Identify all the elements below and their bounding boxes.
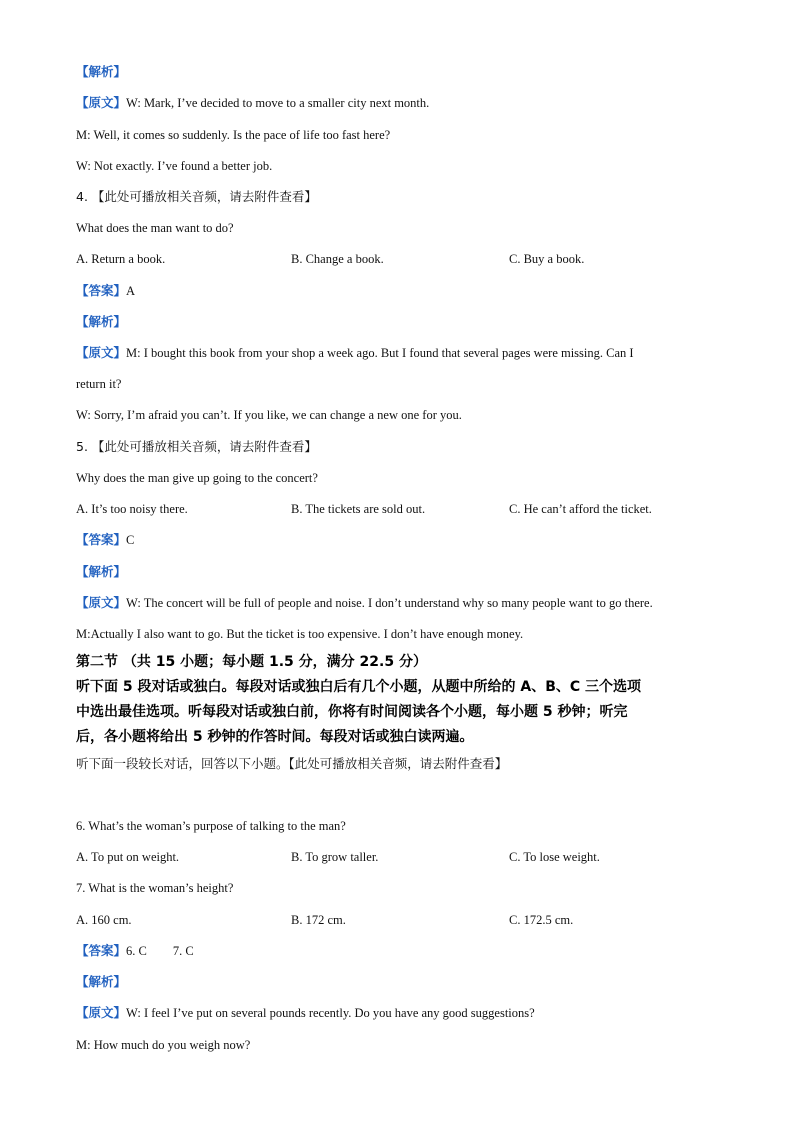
q3-analysis-label: 【解析】 (76, 64, 127, 79)
q5-option-a: A. It’s too noisy there. (76, 502, 188, 516)
q4-option-b: B. Change a book. (291, 252, 384, 266)
q5-question: Why does the man give up going to the concert? (76, 471, 318, 485)
section-2-title: 第二节 （共 15 小题；每小题 1.5 分，满分 22.5 分） (76, 654, 427, 670)
q4-transcript-text: M: I bought this book from your shop a week ago. But I found that several pages were missing. Can I (126, 346, 634, 360)
q4-transcript-label: 【原文】 (76, 345, 127, 360)
q6-7-analysis-label: 【解析】 (76, 974, 127, 989)
q4-question: What does the man want to do? (76, 221, 234, 235)
section-2-listen-prompt: 听下面一段较长对话，回答以下小题。【此处可播放相关音频，请去附件查看】 (76, 756, 508, 771)
q4-analysis-label: 【解析】 (76, 314, 127, 329)
q6-7-answers (76, 943, 194, 959)
q4-transcript-line-3: W: Sorry, I’m afraid you can’t. If you like, we can change a new one for you. (76, 408, 462, 422)
q4-option-a: A. Return a book. (76, 252, 166, 266)
q4-answer (76, 283, 135, 299)
q7-option-a: A. 160 cm. (76, 913, 132, 927)
q6-7-answer-label: 【答案】 (76, 943, 127, 958)
q6-option-b: B. To grow taller. (291, 850, 379, 864)
q5-transcript-text: W: The concert will be full of people and noise. I don’t understand why so many people want to go there. (126, 596, 653, 610)
q7-option-b: B. 172 cm. (291, 913, 346, 927)
q5-answer-value: C (126, 533, 135, 547)
q6-7-transcript-label: 【原文】 (76, 1005, 127, 1020)
q6-question: 6. What’s the woman’s purpose of talking to the man? (76, 819, 346, 833)
q5-audio-prompt: 5. 【此处可播放相关音频，请去附件查看】 (76, 439, 317, 454)
q6-option-a: A. To put on weight. (76, 850, 180, 864)
section-2-instructions-2: 中选出最佳选项。听每段对话或独白前，你将有时间阅读各个小题，每小题 5 秒钟；听完 (76, 704, 628, 720)
q4-audio-prompt: 4. 【此处可播放相关音频，请去附件查看】 (76, 189, 317, 204)
q5-analysis-label: 【解析】 (76, 564, 127, 579)
q4-answer-value: A (126, 284, 136, 298)
q6-option-c: C. To lose weight. (509, 850, 600, 864)
q3-transcript-text: W: Mark, I’ve decided to move to a smaller city next month. (126, 96, 430, 110)
q7-option-c: C. 172.5 cm. (509, 913, 574, 927)
q3-transcript-line-2: M: Well, it comes so suddenly. Is the pace of life too fast here? (76, 128, 391, 142)
q7-question: 7. What is the woman’s height? (76, 881, 234, 895)
q3-transcript-label: 【原文】 (76, 95, 127, 110)
q4-option-c: C. Buy a book. (509, 252, 585, 266)
q4-transcript-line-1 (76, 345, 634, 361)
q3-transcript-line-3: W: Not exactly. I’ve found a better job. (76, 159, 273, 173)
q6-7-transcript-line-1 (76, 1005, 535, 1021)
q5-option-c: C. He can’t afford the ticket. (509, 502, 652, 516)
section-2-instructions-1: 听下面 5 段对话或独白。每段对话或独白后有几个小题，从题中所给的 A、B、C 三个选项 (76, 679, 642, 695)
section-2-instructions-3: 后，各小题将给出 5 秒钟的作答时间。每段对话或独白读两遍。 (76, 729, 474, 745)
q5-option-b: B. The tickets are sold out. (291, 502, 426, 516)
q5-answer (76, 532, 134, 548)
q5-transcript-label: 【原文】 (76, 595, 127, 610)
q5-answer-label: 【答案】 (76, 532, 127, 547)
q5-transcript-line-1 (76, 595, 653, 611)
q4-answer-label: 【答案】 (76, 283, 127, 298)
q6-answer-value: 6. C (126, 944, 147, 958)
q4-transcript-line-2: return it? (76, 377, 122, 391)
q3-transcript-line-1 (76, 95, 429, 111)
q7-answer-value: 7. C (172, 944, 194, 958)
q6-7-transcript-line-2: M: How much do you weigh now? (76, 1038, 251, 1052)
q6-7-transcript-text: W: I feel I’ve put on several pounds recently. Do you have any good suggestions? (126, 1006, 535, 1020)
q5-transcript-line-2: M:Actually I also want to go. But the ticket is too expensive. I don’t have enough money. (76, 627, 524, 641)
